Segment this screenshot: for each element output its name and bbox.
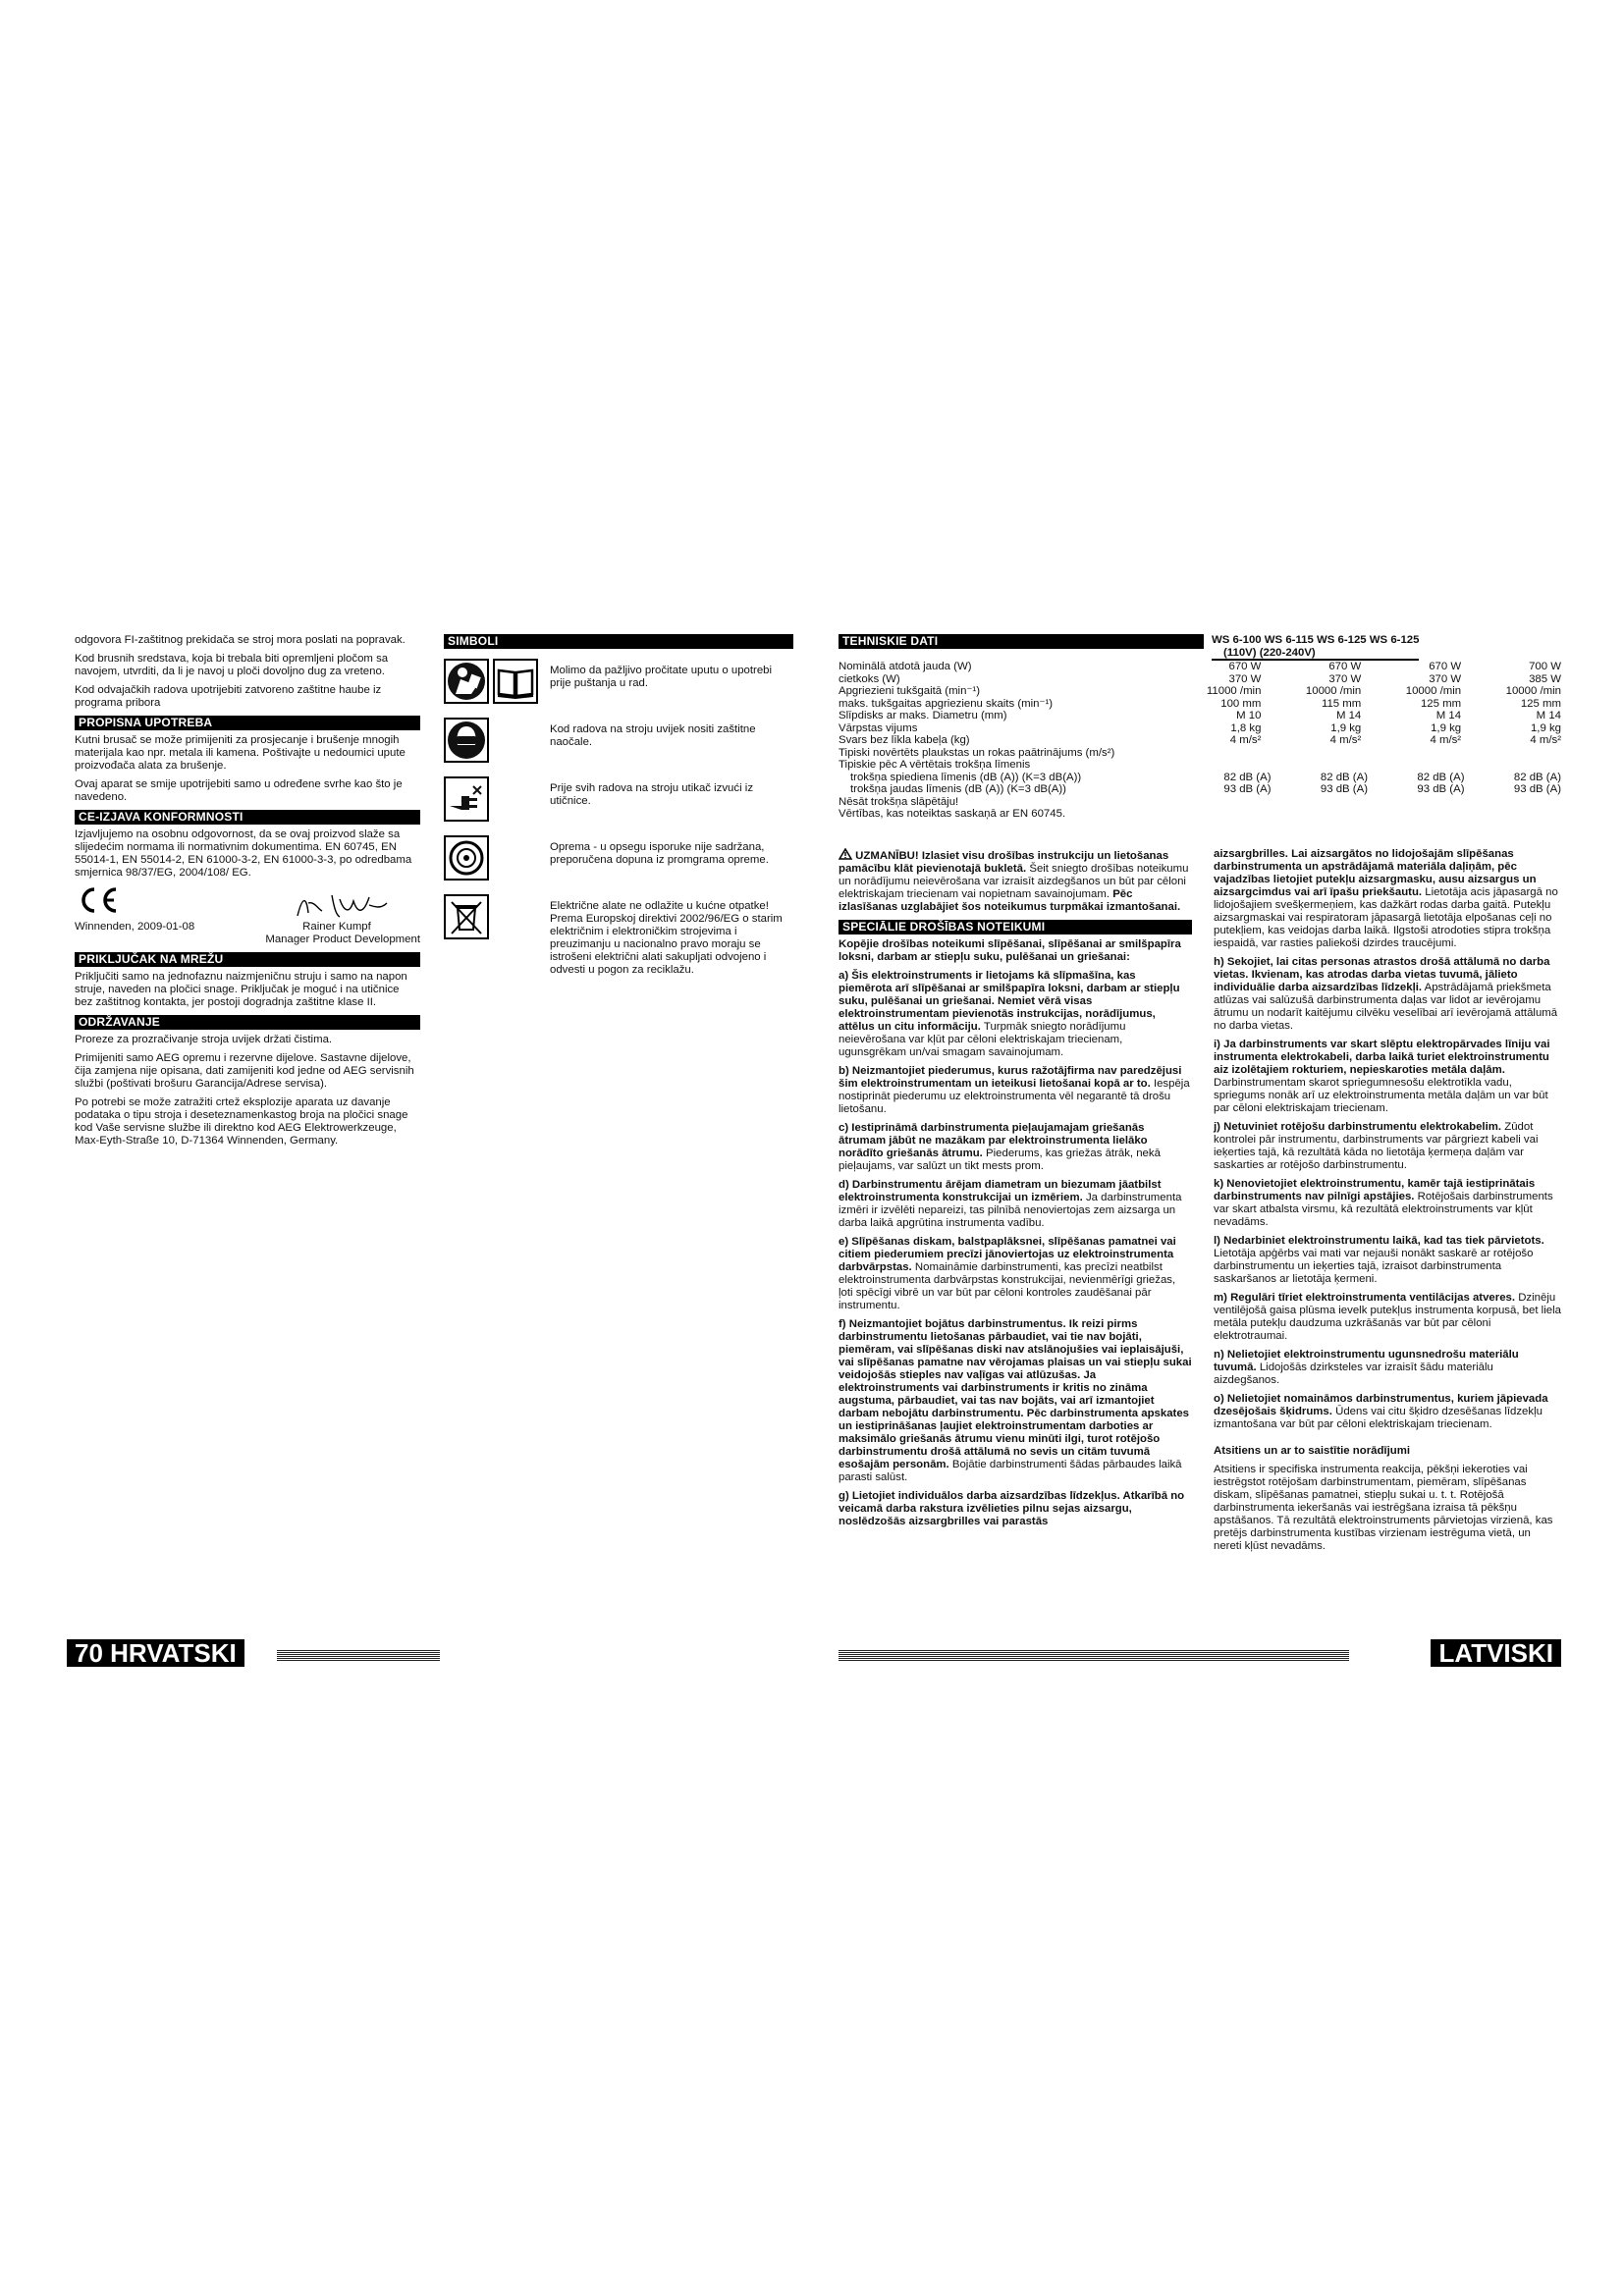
rule-o xyxy=(1214,1393,1561,1431)
footer-language-left: HRVATSKI xyxy=(110,1638,237,1668)
rule-m-rest: Dzinēju ventilējošā gaisa plūsma ievelk putekļus instrumenta korpusā, bet liela metāla putekļu daudzuma uzkrāšanās var būt par cēloni elektrotraumai. xyxy=(1214,1292,1561,1342)
tech-value: 4 m/s² xyxy=(1530,734,1561,746)
noise-label: Tipiskie pēc A vērtētais trokšņa līmenis xyxy=(839,759,1031,771)
warning-rest: Šeit sniegto drošības noteikumu un norādījumu neievērošana var izraisīt aizdegšanos un būt par cēloni elektriskajam triecienam vai nopietnam savainojumam. xyxy=(839,863,1189,900)
ce-mark-icon xyxy=(77,885,120,915)
tech-row xyxy=(839,661,1561,673)
tech-label: cietkoks (W) xyxy=(839,672,900,685)
tech-value: M 10 xyxy=(1236,710,1262,721)
tech-value: 10000 /min xyxy=(1505,685,1561,697)
rule-g-cont-rest: Lietotāja acis jāpasargā no lidojošajiem svešķermeņiem, kas dažkārt rodas darba gaitā. Putekļu aizsargmaskai vai respiratoram jāpasargā lietotāja elpošanas ceļi no putekļiem, kas veidojas darba laikā. Ilgstoši atrodoties stipra trokšņa iespaidā, var rasties paliekoši dzirdes traucējumi. xyxy=(1214,886,1558,949)
noise-row xyxy=(839,772,1561,784)
tech-value: 10000 /min xyxy=(1305,685,1362,697)
tech-value: 1,8 kg xyxy=(1230,721,1262,734)
symbol-accessory xyxy=(444,835,793,881)
rule-m xyxy=(1214,1292,1561,1343)
symbol-read-manual-text xyxy=(550,659,793,690)
tech-row xyxy=(839,685,1561,698)
tech-value: 125 mm xyxy=(1420,697,1462,710)
heading-odrzavanje: ODRŽAVANJE xyxy=(75,1015,420,1030)
tech-value: 4 m/s² xyxy=(1229,734,1262,746)
place-date: Winnenden, 2009-01-08 xyxy=(75,921,195,933)
rule-b xyxy=(839,1065,1192,1116)
signer-title: Manager Product Development xyxy=(265,934,420,945)
rule-h-rest: Apstrādājamā priekšmeta atlūzas vai salūzušā darbinstrumenta daļas var lidot ar ievērojamu ātrumu un nodarīt kaitējumu cilvēku veselībai arī ievērojamā attālumā no darba vietas. xyxy=(1214,982,1558,1032)
heading-propisna-upotreba: PROPISNA UPOTREBA xyxy=(75,716,420,730)
right-footer xyxy=(839,1639,1561,1667)
footer-rule-left xyxy=(277,1649,440,1661)
tech-value: 1,9 kg xyxy=(1431,721,1462,734)
tech-value: 1,9 kg xyxy=(1330,721,1362,734)
tech-value: 370 W xyxy=(1429,672,1462,685)
footer-rule-right xyxy=(839,1649,1349,1661)
intro-paragraph-2: Kod brusnih sredstava, koja bi trebala biti opremljeni pločom sa navojem, utvrditi, da li je navoj u ploči dovoljno dug za vreteno. xyxy=(75,653,389,677)
handwritten-signature-icon xyxy=(293,891,391,921)
symbol-read-manual xyxy=(444,659,793,704)
symbol-weee xyxy=(444,894,793,977)
open-book-icon xyxy=(493,659,538,704)
tech-value: 700 W xyxy=(1529,661,1561,672)
tech-label: Apgriezieni tukšgaitā (min⁻¹) xyxy=(839,685,981,697)
intro-paragraph-3: Kod odvajačkih radova upotrijebiti zatvoreno zaštitne haube iz programa pribora xyxy=(75,684,382,709)
rule-c-bold: c) Iestiprināmā darbinstrumenta pieļaujamajam griešanās ātrumam jābūt ne mazākam par elektroinstrumenta lielāko norādīto griešanās ātrumu. xyxy=(839,1122,1148,1159)
tech-value: 125 mm xyxy=(1520,697,1561,710)
rule-f-bold: f) Neizmantojiet bojātus darbinstrumentus. Ik reizi pirms darbinstrumentu lietošanas pārbaudiet, vai tie nav bojāti, piemēram, vai slīpēšanas diski nav atslānojušies vai ieplaisājuši, vai slīpēšanas pamatne nav vērojamas plaisas un vai stiepļu sukai veidojošās stieples nav vaļīgas vai atlūzušas. Ja elektroinstruments vai darbinstruments ir kritis no zināma augstuma, pārbaudiet, vai tas nav bojāts, vai arī izmantojiet darbam nebojātu darbinstrumentu. Pēc darbinstrumenta apskates un iestiprināšanas ļaujiet elektroinstrumentam darboties ar maksimālo griešanās ātrumu vienu minūti ilgi, turot rotējošo darbinstrumentu drošā attālumā no sevis un citām tuvumā esošajām personām. xyxy=(839,1318,1192,1470)
rule-n-bold: n) Nelietojiet elektroinstrumentu ugunsnedrošu materiālu tuvumā. xyxy=(1214,1349,1519,1373)
tech-models: WS 6-100 WS 6-115 WS 6-125 WS 6-125 xyxy=(1212,634,1420,646)
rule-a-bold: a) Šis elektroinstruments ir lietojams kā slīpmašīna, kas piemērota arī slīpēšanai ar smilšpapīra loksni, darbam ar stiepļu suku, pulēšanai un griešanai. Nemiet vērā visas elektroinstrumentam pievienotās instrukcijas, norādījumus, attēlus un citu informāciju. xyxy=(839,970,1180,1033)
symbol-read-manual-label: Molimo da pažljivo pročitate uputu o upotrebi prije puštanja u rad. xyxy=(550,665,773,689)
accessory-disc-icon xyxy=(444,835,489,881)
warning-keep: Pēc izlasīšanas uzglabājiet šos noteikumus turpmākai izmantošanai. xyxy=(839,888,1181,913)
rule-h xyxy=(1214,956,1561,1033)
warning-bold: UZMANĪBU! Izlasiet visu drošības instrukciju un lietošanas pamācību klāt pievienotajā bukletā. xyxy=(839,850,1169,875)
noise-row xyxy=(839,783,1561,796)
right-column-2 xyxy=(1214,848,1561,1559)
noise-value: 82 dB (A) xyxy=(1417,771,1465,783)
tech-data-block xyxy=(839,634,1561,821)
rule-j-rest: Zūdot kontrolei pār instrumentu, darbinstruments var pārgriezt kabeli vai ieķerties tajā, kā rezultātā kāda no lietotāja ķermeņa daļām var saskarties ar rotējošo darbinstrumentu. xyxy=(1214,1121,1539,1171)
tech-row xyxy=(839,722,1561,735)
noise-value: 93 dB (A) xyxy=(1320,783,1368,795)
rule-h-bold: h) Sekojiet, lai citas personas atrastos drošā attālumā no darba vietas. Ikvienam, kas atrodas darba vietas tuvumā, jālieto individuālie darba aizsardzības līdzekļi. xyxy=(1214,956,1550,993)
tech-voltages: (110V) (220-240V) xyxy=(1223,646,1316,659)
rule-i-rest: Darbinstrumentam skarot spriegumnesošu elektrotīkla vadu, spriegums nonāk arī uz elektroinstrumenta metāla daļām un var būt par cēloni elektriskajam triecienam. xyxy=(1214,1077,1548,1114)
rule-f-rest: Bojātie darbinstrumenti šādas pārbaudes laikā parasti salūst. xyxy=(839,1459,1182,1483)
propisna-paragraph-2: Ovaj aparat se smije upotrijebiti samo u određene svrhe kao što je navedeno. xyxy=(75,778,403,803)
read-manual-person-icon xyxy=(444,659,489,704)
tech-value: 370 W xyxy=(1328,672,1362,685)
rule-a-rest: Turpmāk sniegto norādījumu neievērošana var kļūt par cēloni elektriskajam triecienam, ugunsgrēkam un/vai smagam savainojumam. xyxy=(839,1021,1126,1058)
rule-d-rest: Ja darbinstrumenta izmēri ir izvēlēti nepareizi, tas pilnībā nenoviertojas zem aizsarga un darba laikā apgrūtina instrumenta vadību. xyxy=(839,1192,1182,1229)
tech-value: 4 m/s² xyxy=(1430,734,1462,746)
tech-data-table xyxy=(839,661,1561,747)
kickback-heading: Atsitiens un ar to saistītie norādījumi xyxy=(1214,1445,1411,1457)
rule-l-rest: Lietotāja apģērbs vai mati var nejauši nonākt saskarē ar rotējošo darbinstrumentu un ieķerties tajā, izraisot darbinstrumenta saskaršanos ar lietotāja ķermeni. xyxy=(1214,1248,1534,1285)
heading-simboli: SIMBOLI xyxy=(444,634,793,649)
left-column-1 xyxy=(75,634,420,1153)
heading-ce-izjava: CE-IZJAVA KONFORMNOSTI xyxy=(75,810,420,825)
symbol-icons xyxy=(444,835,538,881)
left-column-2 xyxy=(444,634,793,990)
noise-value: 82 dB (A) xyxy=(1513,771,1561,783)
noise-value: 93 dB (A) xyxy=(1223,783,1272,795)
tech-value: 670 W xyxy=(1429,661,1462,672)
rule-j xyxy=(1214,1121,1561,1172)
right-footer-tab xyxy=(1431,1639,1561,1667)
special-intro: Kopējie drošības noteikumi slīpēšanai, slīpēšanai ar smilšpapīra loksni, darbam ar stiepļu suku, pulēšanai un griešanai: xyxy=(839,938,1181,963)
tech-value: 10000 /min xyxy=(1405,685,1462,697)
rule-b-bold: b) Neizmantojiet piederumus, kurus ražotājfirma nav paredzējusi šim elektroinstrumentam un ieteikusi lietošanai kopā ar to. xyxy=(839,1065,1182,1090)
tech-label: Vārpstas vijums xyxy=(839,721,918,734)
rule-l-bold: l) Nedarbiniet elektroinstrumentu laikā, kad tas tiek pārvietots. xyxy=(1214,1235,1544,1247)
rule-k xyxy=(1214,1178,1561,1229)
crossed-bin-icon xyxy=(444,894,489,939)
odrzavanje-paragraph-3: Po potrebi se može zatražiti crtež eksplozije aparata uz davanje podataka o tipu stroja i deseteznamenkastog broja na pločici snage kod Vaše servisne službe ili direktno kod AEG Elektrowerkzeuge, Max-Eyth-Straße 10, D-71364 Winnenden, Germany. xyxy=(75,1096,408,1147)
intro-paragraph-1: odgovora FI-zaštitnog prekidača se stroj mora poslati na popravak. xyxy=(75,634,406,646)
symbol-icons xyxy=(444,718,538,763)
tech-value: M 14 xyxy=(1335,710,1362,721)
ce-paragraph: Izjavljujemo na osobnu odgovornost, da se ovaj proizvod slaže sa slijedećim normama ili normativnim dokumentima. EN 60745, EN 55014-1, EN 55014-2, EN 61000-3-2, EN 61000-3-3, po odredbama smjernica 98/37/EG, 2004/108/ EG. xyxy=(75,828,412,879)
rule-o-rest: Ūdens vai citu šķidro dzesēšanas līdzekļu izmantošana var būt par cēloni elektriskajam triecienam. xyxy=(1214,1406,1543,1430)
symbol-goggles-text: Kod radova na stroju uvijek nositi zaštitne naočale. xyxy=(550,723,756,748)
noise-value: 93 dB (A) xyxy=(1417,783,1465,795)
rule-o-bold: o) Nelietojiet nomaināmos darbinstrumentus, kuriem jāpievada dzesējošais šķidrums. xyxy=(1214,1393,1548,1417)
symbol-weee-text: Električne alate ne odlažite u kućne otpatke! Prema Europskoj direktivi 2002/96/EG o starim električnim i elektroničkim strojevima i preuzimanju u nacionalno pravo moraju se istrošeni električni alati sakupljati odvojeno i odvesti u pogon za reciklažu. xyxy=(550,900,783,976)
symbol-accessory-text: Oprema - u opsegu isporuke nije sadržana, preporučena dopuna iz promgrama opreme. xyxy=(550,841,769,866)
rule-g-cont-bold: aizsargbrilles. Lai aizsargātos no lidojošajām slīpēšanas darbinstrumenta un apstrādājamā materiāla daļiņām, pēc vajadzības lietojiet putekļu aizsargmasku, ausu aizsargus un aizsargcimdus vai arī īpašu priekšautu. xyxy=(1214,848,1537,898)
rule-c xyxy=(839,1122,1192,1173)
symbol-icons xyxy=(444,776,538,822)
tech-value: 670 W xyxy=(1228,661,1262,672)
tech-value: 385 W xyxy=(1529,672,1561,685)
noise-data-table xyxy=(839,772,1561,796)
kickback-paragraph: Atsitiens ir specifiska instrumenta reakcija, pēkšņi iekeroties vai iestrēgstot rotējošam darbinstrumentam, piemēram, slīpēšanas diskam, slīpēšanas pamatnei, stiepļu sukai u. t. t. Rotējošā darbinstrumenta iekeršanās vai iestrēgšana izraisa tā pēkšņu apstāšanos. Tā rezultātā elektroinstruments pārvietojas virzienā, kas pretējs darbinstrumenta kustības virzienam iestrēguma vietā, un nereti kļūst nevadāms. xyxy=(1214,1464,1553,1552)
left-footer xyxy=(67,1639,440,1667)
noise-label: trokšņa jaudas līmenis (dB (A)) (K=3 dB(A)) xyxy=(850,783,1066,795)
tech-value: 670 W xyxy=(1328,661,1362,672)
rule-f xyxy=(839,1318,1192,1484)
tech-header-row xyxy=(839,634,1561,661)
right-column-1 xyxy=(839,848,1192,1534)
rule-e-rest: Nomaināmie darbinstrumenti, kas precīzi neatbilst elektroinstrumenta darbvārpstas konstrukcijai, nevienmērīgi griežas, ļoti spēcīgi vibrē un var būt par cēloni kontroles zaudēšanai pār instrumentu. xyxy=(839,1261,1176,1311)
manual-spread xyxy=(67,634,1561,1668)
symbol-unplug-text: Prije svih radova na stroju utikač izvući iz utičnice. xyxy=(550,782,754,807)
odrzavanje-paragraph-1: Proreze za prozračivanje stroja uvijek držati čistima. xyxy=(75,1034,333,1045)
signer-name: Rainer Kumpf xyxy=(302,921,371,933)
rule-j-bold: j) Netuviniet rotējošu darbinstrumentu elektrokabelim. xyxy=(1214,1121,1502,1133)
tech-label: Svars bez līkla kabeļa (kg) xyxy=(839,734,970,746)
tech-label: Slīpdisks ar maks. Diametru (mm) xyxy=(839,710,1007,721)
rule-e-bold: e) Slīpēšanas diskam, balstpaplāksnei, slīpēšanas pamatnei vai citiem piederumiem precīzi jānoviertojas uz elektroinstrumenta darbvārpstas. xyxy=(839,1236,1176,1273)
rule-g-continued xyxy=(1214,848,1561,950)
tech-value: 115 mm xyxy=(1321,697,1362,710)
symbol-icons xyxy=(444,659,538,704)
symbol-goggles xyxy=(444,718,793,763)
warning-triangle-icon xyxy=(839,848,852,860)
footer-language-right: LATVISKI xyxy=(1438,1638,1553,1668)
tech-row xyxy=(839,710,1561,722)
tech-value: 11000 /min xyxy=(1206,685,1262,697)
tech-value: M 14 xyxy=(1536,710,1561,721)
page-number: 70 xyxy=(75,1638,103,1668)
signature-block xyxy=(75,921,420,934)
noise-label: trokšņa spiediena līmenis (dB (A)) (K=3 dB(A)) xyxy=(850,771,1082,783)
tech-row xyxy=(839,673,1561,686)
tech-row xyxy=(839,698,1561,711)
noise-value: 82 dB (A) xyxy=(1320,771,1368,783)
rule-i xyxy=(1214,1039,1561,1115)
safety-goggles-icon xyxy=(444,718,489,763)
rule-e xyxy=(839,1236,1192,1312)
heading-tech-data: TEHNISKIE DATI xyxy=(839,634,1204,649)
rule-m-bold: m) Regulāri tīriet elektroinstrumenta ventilācijas atveres. xyxy=(1214,1292,1516,1304)
heading-special-safety: SPECIĀLIE DROŠĪBAS NOTEIKUMI xyxy=(839,920,1192,934)
odrzavanje-paragraph-2: Primijeniti samo AEG opremu i rezervne dijelove. Sastavne dijelove, čija zamjena nije opisana, dati zamijeniti kod jedne od AEG servisnih službi (poštivati brošuru Garancija/Adrese servisa). xyxy=(75,1052,414,1090)
left-footer-tab xyxy=(67,1639,244,1667)
noise-value: 82 dB (A) xyxy=(1223,771,1272,783)
rule-g: g) Lietojiet individuālos darba aizsardzības līdzekļus. Atkarībā no veicamā darba rakstura izvēlieties pilnu sejas aizsargu, noslēdzošās aizsargbrilles vai parastās xyxy=(839,1490,1185,1527)
signer xyxy=(253,921,420,934)
tech-row xyxy=(839,734,1561,747)
rule-d-bold: d) Darbinstrumentu ārējam diametram un biezumam jāatbilst elektroinstrumenta konstrukcijai un izmēriem. xyxy=(839,1179,1162,1203)
propisna-paragraph-1: Kutni brusač se može primijeniti za prosjecanje i brušenje mnogih materijala kao npr. metala ili kamena. Poštivajte u nedoumici upute proizvođača alata za brušenje. xyxy=(75,734,406,772)
vibration-label: Tipiski novērtēts plaukstas un rokas paātrinājums (m/s²) xyxy=(839,746,1115,759)
rule-k-bold: k) Nenovietojiet elektroinstrumentu, kamēr tajā iestiprinātais darbinstruments nav pilnīgi apstājies. xyxy=(1214,1178,1536,1202)
noise-value: 93 dB (A) xyxy=(1513,783,1561,795)
heading-prikljucak: PRIKLJUČAK NA MREŽU xyxy=(75,952,420,967)
rule-n xyxy=(1214,1349,1561,1387)
rule-d xyxy=(839,1179,1192,1230)
tech-value: 4 m/s² xyxy=(1329,734,1362,746)
ear-protection: Nēsāt trokšņa slāpētāju! xyxy=(839,795,959,808)
tech-value: 370 W xyxy=(1228,672,1262,685)
tech-label: Nominālā atdotā jauda (W) xyxy=(839,661,972,672)
rule-i-bold: i) Ja darbinstruments var skart slēptu elektropārvades līniju vai instrumenta elektrokabeli, darba laikā turiet elektroinstrumentu aiz izolētajiem rokturiem, nepieskaroties metāla daļām. xyxy=(1214,1039,1550,1076)
symbol-unplug xyxy=(444,776,793,822)
rule-a xyxy=(839,970,1192,1059)
rule-l xyxy=(1214,1235,1561,1286)
rule-b-rest: Iespēja nostiprināt piederumu uz elektroinstrumenta vēl negarantē tā drošu lietošanu. xyxy=(839,1078,1190,1115)
warning-paragraph xyxy=(839,848,1192,914)
tech-models-header xyxy=(1212,634,1419,661)
unplug-icon xyxy=(444,776,489,822)
tech-label: maks. tukšgaitas apgriezienu skaits (min⁻¹) xyxy=(839,697,1054,710)
tech-value: M 14 xyxy=(1435,710,1462,721)
rule-n-rest: Lidojošās dzirksteles var izraisīt šādu materiālu aizdegšanos. xyxy=(1214,1362,1493,1386)
tech-value: 1,9 kg xyxy=(1530,721,1561,734)
rule-c-rest: Piederums, kas griežas ātrāk, nekā pieļaujams, var salūzt un tikt mests prom. xyxy=(839,1148,1161,1172)
prikljucak-paragraph: Priključiti samo na jednofaznu naizmjeničnu struju i samo na napon struje, naveden na pločici snage. Priključak je moguć i na utičnice bez zaštitnog kontakta, jer postoji dogradnja zaštitne klase II. xyxy=(75,971,407,1008)
standard-note: Vērtības, kas noteiktas saskaņā ar EN 60745. xyxy=(839,808,1066,820)
rule-k-rest: Rotējošais darbinstruments var skart atbalsta virsmu, kā rezultātā elektroinstruments var kļūt nevadāms. xyxy=(1214,1191,1553,1228)
symbol-icons xyxy=(444,894,538,939)
tech-value: 100 mm xyxy=(1220,697,1262,710)
